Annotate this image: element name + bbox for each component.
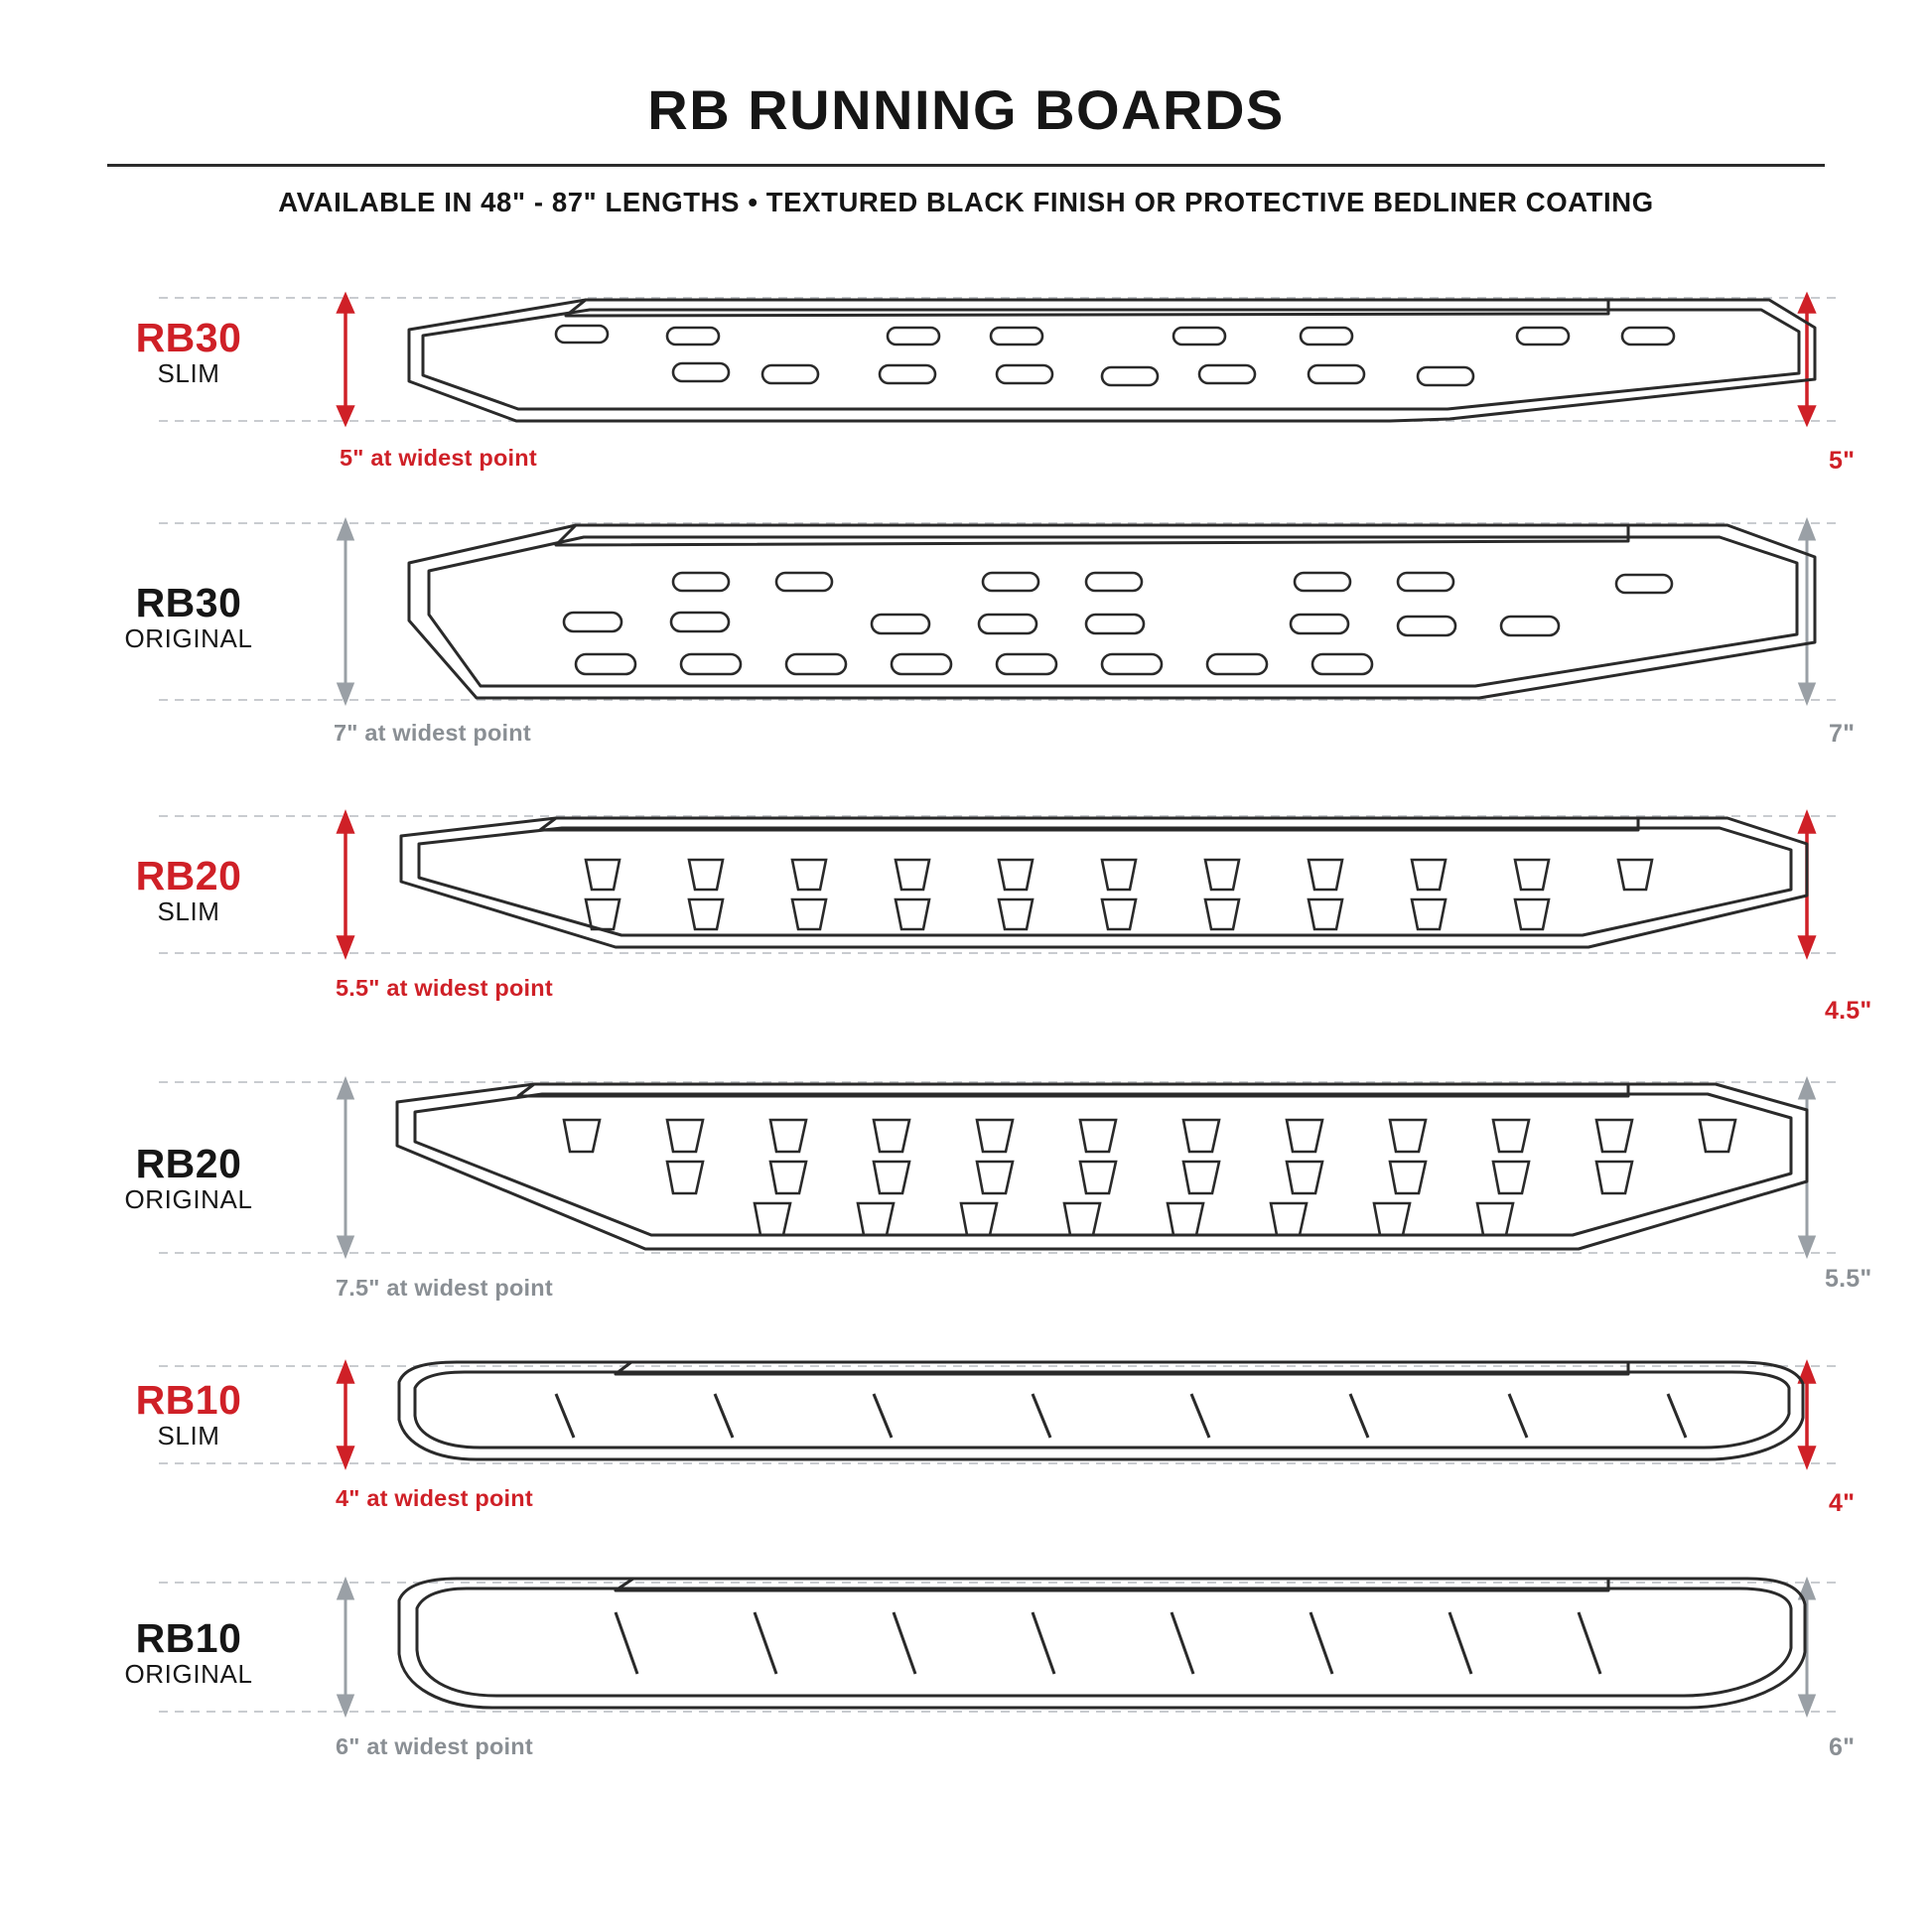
board-illustration-rb30-original: [60, 503, 1872, 786]
board-illustration-rb10-slim: [60, 1342, 1872, 1561]
height-note-rb10-original: 6": [1829, 1733, 1856, 1761]
width-note-rb30-slim: 5" at widest point: [340, 445, 537, 471]
product-label-rb30-slim: [99, 315, 278, 389]
header: [60, 0, 1872, 218]
product-row-rb20-original: [60, 1054, 1872, 1342]
product-variant: SLIM: [157, 1420, 220, 1450]
product-label-rb20-original: [99, 1141, 278, 1215]
product-row-rb30-original: [60, 503, 1872, 786]
product-variant: ORIGINAL: [124, 1183, 253, 1214]
product-variant: ORIGINAL: [124, 1658, 253, 1689]
product-name: RB10: [135, 1615, 242, 1661]
product-rows: [60, 270, 1872, 1809]
product-variant: SLIM: [157, 896, 220, 926]
width-note-rb20-slim: 5.5" at widest point: [336, 975, 553, 1001]
height-note-rb20-original: 5.5": [1825, 1265, 1872, 1293]
product-name: RB10: [135, 1377, 242, 1423]
height-note-rb20-slim: 4.5": [1825, 997, 1872, 1025]
page-title: RB RUNNING BOARDS: [647, 78, 1285, 141]
width-note-rb10-slim: 4" at widest point: [336, 1485, 533, 1511]
height-note-rb30-original: 7": [1829, 720, 1856, 748]
product-label-rb20-slim: [99, 853, 278, 927]
product-row-rb20-slim: [60, 786, 1872, 1054]
width-note-rb30-original: 7" at widest point: [334, 720, 531, 746]
product-variant: SLIM: [157, 357, 220, 388]
board-illustration-rb10-original: [60, 1561, 1872, 1809]
product-label-rb10-original: [99, 1615, 278, 1690]
width-note-rb10-original: 6" at widest point: [336, 1733, 533, 1759]
height-note-rb10-slim: 4": [1829, 1489, 1856, 1517]
product-row-rb10-slim: [60, 1342, 1872, 1561]
product-variant: ORIGINAL: [124, 622, 253, 653]
product-name: RB20: [135, 853, 242, 898]
width-note-rb20-original: 7.5" at widest point: [336, 1275, 553, 1301]
board-illustration-rb20-slim: [60, 786, 1872, 1054]
product-label-rb30-original: [99, 580, 278, 654]
product-name: RB30: [135, 315, 242, 360]
height-note-rb30-slim: 5": [1829, 447, 1856, 475]
header-subtitle: AVAILABLE IN 48" - 87" LENGTHS • TEXTURED BLACK FINISH OR PROTECTIVE BEDLINER COATING: [278, 187, 1654, 217]
product-row-rb10-original: [60, 1561, 1872, 1809]
board-illustration-rb30-slim: [60, 270, 1872, 503]
product-name: RB20: [135, 1141, 242, 1186]
board-illustration-rb20-original: [60, 1054, 1872, 1342]
product-name: RB30: [135, 580, 242, 625]
product-label-rb10-slim: [99, 1377, 278, 1451]
product-row-rb30-slim: [60, 270, 1872, 503]
